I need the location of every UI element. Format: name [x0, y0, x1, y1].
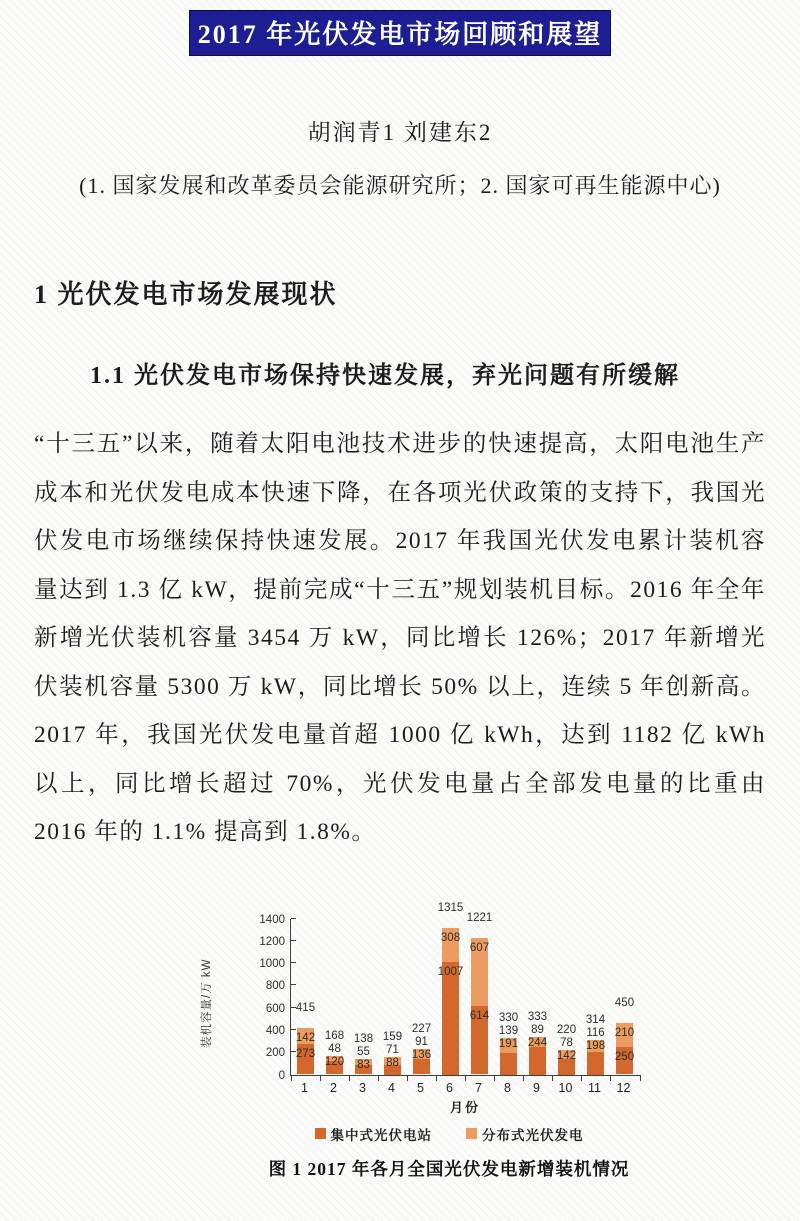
x-tick-label: 6: [446, 1080, 453, 1095]
x-tick-label: 4: [388, 1080, 395, 1095]
x-tick-label: 3: [359, 1080, 366, 1095]
x-tick-label: 10: [558, 1080, 573, 1095]
x-tick-label: 9: [533, 1080, 540, 1095]
x-axis-tick-labels: [290, 1081, 640, 1095]
total-label: 1315: [437, 901, 464, 914]
x-tick-mark: [552, 1076, 553, 1081]
x-tick-mark: [494, 1076, 495, 1081]
y-tick-label: 1400: [259, 913, 285, 926]
total-label: 333: [527, 1011, 548, 1024]
total-label: 330: [498, 1011, 519, 1024]
centralized-value-label: 88: [386, 1056, 399, 1069]
centralized-value-label: 250: [614, 1050, 635, 1063]
centralized-value-label: 273: [295, 1048, 316, 1061]
centralized-value-label: 191: [498, 1037, 519, 1050]
x-tick-mark: [523, 1076, 524, 1081]
x-tick-mark: [407, 1076, 408, 1081]
x-tick-mark: [581, 1076, 582, 1081]
centralized-value-label: 244: [527, 1037, 548, 1050]
distributed-value-label: 89: [531, 1024, 544, 1037]
bar-slot-month-12: [610, 919, 639, 1075]
x-tick-mark: [610, 1076, 611, 1081]
centralized-value-label: 136: [411, 1049, 432, 1062]
distributed-value-label: 55: [357, 1046, 370, 1059]
centralized-value-label: 198: [585, 1039, 606, 1052]
x-tick-label: 11: [588, 1080, 601, 1095]
figure-1-caption: 图 1 2017 年各月全国光伏发电新增装机情况: [268, 1158, 630, 1179]
legend-item: [315, 1124, 433, 1144]
total-label: 168: [324, 1029, 345, 1042]
total-label: 450: [614, 997, 635, 1010]
y-tick-label: 600: [265, 1002, 285, 1015]
x-tick-label: 2: [330, 1080, 337, 1095]
x-tick-label: 12: [616, 1080, 631, 1095]
total-label: 415: [295, 1002, 316, 1015]
x-tick-mark: [436, 1076, 437, 1081]
distributed-value-label: 91: [415, 1036, 428, 1049]
distributed-value-label: 71: [386, 1043, 399, 1056]
distributed-value-label: 78: [560, 1037, 573, 1049]
distributed-value-label: 48: [328, 1042, 341, 1055]
distributed-value-label: 142: [295, 1032, 316, 1045]
total-label: 1221: [466, 912, 493, 925]
x-tick-mark: [320, 1076, 321, 1081]
page-title: 2017 年光伏发电市场回顾和展望: [189, 10, 612, 56]
x-tick-mark: [291, 1076, 292, 1081]
y-axis-title-text: 装机容量/万 kW: [201, 958, 213, 1048]
section-1-heading: 1 光伏发电市场发展现状: [34, 280, 338, 309]
figure-1-chart: [201, 901, 648, 1082]
authors-line: 胡润青1 刘建东2: [307, 120, 493, 145]
x-tick-mark: [465, 1076, 466, 1081]
body-paragraph: “十三五”以来，随着太阳电池技术进步的快速提高，太阳电池生产成本和光伏发电成本快速下降，在各项光伏政策的支持下，我国光伏发电市场继续保持快速发展。2017 年我国光伏发电累计装机容量达到 1.3 亿 kW，提前完成“十三五”规划装机目标。2016 年全年新增光伏装机容量 3454 万 kW，同比增长 126%；2017 年新增光伏装机容量 5300 万 kW，同比增长 50% 以上，连续 5 年创新高。2017 年，我国光伏发电量首超 1000 亿 kWh，达到 1182 亿 kWh 以上，同比增长超过 70%，光伏发电量占全部发电量的比重由 2016 年的 1.1% 提高到 1.8%。: [34, 431, 766, 845]
legend-item: [466, 1124, 584, 1144]
y-tick-label: 1000: [259, 958, 285, 971]
y-tick-label: 1200: [259, 935, 285, 948]
y-tick-label: 400: [265, 1024, 285, 1037]
total-label: 220: [556, 1024, 577, 1036]
total-label: 227: [411, 1023, 432, 1036]
total-label: 314: [585, 1013, 606, 1026]
total-label: 138: [353, 1033, 374, 1046]
centralized-value-label: 614: [469, 1010, 490, 1023]
x-tick-label: 8: [504, 1080, 511, 1095]
centralized-value-label: 1007: [437, 966, 464, 979]
chart-plot: [290, 901, 641, 1076]
title-row: [34, 10, 766, 56]
x-axis-title: 月份: [449, 1099, 480, 1115]
y-tick-label: 200: [265, 1047, 285, 1060]
stacked-bar: [471, 938, 488, 1074]
x-tick-label: 1: [301, 1080, 308, 1095]
section-1-1-heading: 1.1 光伏发电市场保持快速发展，弃光问题有所缓解: [90, 363, 680, 389]
y-tick-label: 0: [278, 1069, 285, 1082]
x-tick-mark: [349, 1076, 350, 1081]
centralized-value-label: 120: [324, 1055, 345, 1068]
total-label: 159: [382, 1030, 403, 1043]
legend-swatch-icon: [315, 1128, 326, 1139]
bar-slot-month-8: [494, 919, 523, 1075]
bar-segment-centralized: [500, 1053, 517, 1074]
legend-label: 集中式光伏电站: [330, 1127, 432, 1143]
distributed-value-label: 210: [614, 1027, 635, 1040]
legend-label: 分布式光伏发电: [482, 1127, 584, 1143]
centralized-value-label: 142: [556, 1050, 577, 1062]
x-tick-label: 7: [475, 1080, 482, 1095]
affiliations-line: (1. 国家发展和改革委员会能源研究所；2. 国家可再生能源中心): [79, 173, 721, 198]
chart-legend: [250, 1124, 648, 1144]
legend-swatch-icon: [466, 1128, 477, 1139]
bar-segment-centralized: [413, 1059, 430, 1074]
y-tick-label: 800: [265, 980, 285, 993]
x-tick-label: 5: [417, 1080, 424, 1095]
x-tick-mark: [378, 1076, 379, 1081]
distributed-value-label: 116: [586, 1026, 605, 1039]
distributed-value-label: 308: [440, 931, 461, 944]
x-tick-mark: [640, 1076, 641, 1081]
figure-1: [201, 901, 648, 1181]
bar-slot-month-7: [465, 912, 494, 1075]
centralized-value-label: 83: [357, 1059, 370, 1072]
distributed-value-label: 139: [498, 1024, 519, 1037]
distributed-value-label: 607: [469, 942, 490, 955]
